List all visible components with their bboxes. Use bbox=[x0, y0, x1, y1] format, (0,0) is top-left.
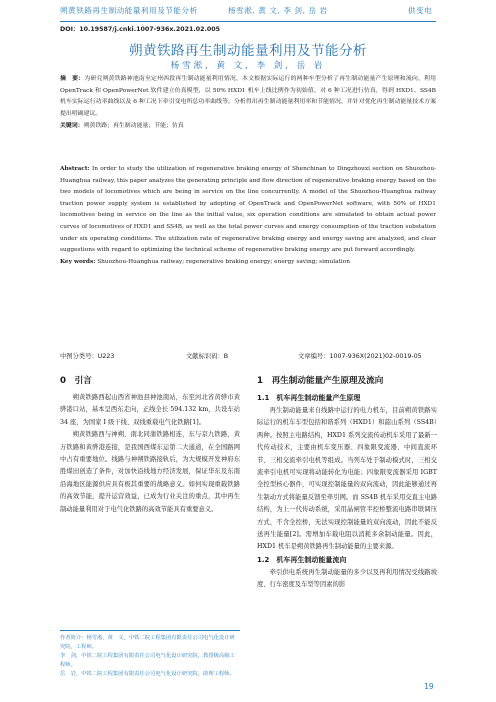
article-number: 文章编号：1007-936X(2021)02-0019-05 bbox=[298, 353, 422, 360]
chinese-abstract bbox=[60, 73, 436, 163]
header-authors: 杨雪淞, 黄 文, 李 剑, 岳 岩 bbox=[228, 6, 328, 15]
clc-number: 中图分类号：U223 bbox=[60, 353, 115, 360]
header-rule bbox=[60, 21, 436, 22]
keywords-en-label: Key words: bbox=[60, 258, 96, 265]
author-footnote bbox=[60, 630, 240, 679]
footnote-line: 李 剑，中铁二院工程集团有限责任公司电气化设计研究院，教授级高级工程师。 bbox=[60, 653, 235, 668]
english-abstract bbox=[60, 164, 436, 348]
abstract-text: 为研究朔黄铁路神池南至定州西段再生制动能量利用情况，本文根据实际运行的两种车型分析了再生制动能量产生原理和流向，利用 OpenTrack 和 OpenPowerNet 软件建立仿真模型，以 50% HXD1 机车上线比例作为初始值，对 6 种工况进行仿真，得到 HXD1、SS4B 机车实际运行功率曲线以及 6 种工况下牵引变电所总功率曲线等，分析得出再生制动能量利用率和节能情况，并针对优化再生制动能量技术方案提出明确建议。 bbox=[60, 76, 437, 117]
keywords-label: 关键词： bbox=[60, 122, 84, 130]
intro-paragraph-1: 朔黄铁路西起山西省神池县神池南站，东至河北省黄骅市黄骅港口站，基本呈西东走向，正线全长 594.132 km，共设车站 34 座，为国家 I 级干线、双线重载电气化铁路[1]。 bbox=[60, 394, 240, 426]
section-1-2-paragraph: 牵引供电系统再生制动能量的多少以及再利用情况受线路坡度、行车密度及车型等因素的影 bbox=[257, 568, 437, 589]
page-number: 19 bbox=[424, 682, 434, 691]
document-code: 文献标识码：B bbox=[186, 353, 229, 360]
section-1-1-paragraph: 再生制动能量来自线路中运行的电力机车，目前朔黄铁路实际运行的机车车型包括和谐系列（HXD1）和韶山系列（SS4B）两种。按照主电路结构，HXD1 系列交流传动机车采用了最新一代传动技术，主要由机车变压器、四象限变流器、中间直流环节、三相交流牵引电机等组成。当列车处于制动模式时，三相交流牵引电机可实现将动能转化为电能；四象限变流器采用 IGBT 全控型核心器件，可实现控制能量的双向流动，因此能够通过再生制动方式将能量反馈至牵引网。而 SS4B 机车采用交直主电路结构，为上一代传动系统，采用晶闸管半控桥整流电路串联调压方式，不含全控桥，无法实现控制能量的双向流动，因此不能反送再生能量[2]。需增加车载电阻以消耗多余制动能量。因此，HXD1 机车是朔黄铁路再生制动能量的主要来源。 bbox=[257, 407, 437, 551]
abstract-en-label: Abstract: bbox=[60, 166, 90, 172]
abstract-label: 摘 要： bbox=[60, 75, 85, 82]
right-column bbox=[257, 374, 437, 592]
keywords-en-text: Shuozhou-Huanghua railway; regenerative braking energy; energy saving; simulation bbox=[97, 258, 350, 265]
footnote-line: 岳 岩，中铁二院工程集团有限责任公司电气化设计研究院，助理工程师。 bbox=[60, 671, 235, 677]
header-journal-title: 朔黄铁路再生制动能量利用及节能分析 bbox=[60, 6, 198, 15]
article-title: 朔黄铁路再生制动能量利用及节能分析 bbox=[129, 43, 367, 59]
running-header bbox=[0, 0, 496, 22]
classification-line bbox=[60, 351, 436, 360]
doi: DOI：10.19587/j.cnki.1007-936x.2021.02.005 bbox=[60, 26, 221, 33]
abstract-en-text: In order to study the utilization of regenerative braking energy of Shenchinan to Dingzhouxi section on Shuozhou-Huanghua railway, this paper analyzes the generating principle and flow direction of regenerative braking energy based on the two models of locomotives which are being in service on the line concurrently. A model of the Shuozhou-Huanghua railway traction power supply system is established by adopting of OpenTrack and OpenPowerNet software, with 50% of HXD1 locomotives being in service on the line as the initial value, six operation conditions are simulated to obtain actual power curves of locomotives of HXD1 and SS4B, as well as the total power curves and energy consumption of the traction substation under six operating conditions. The utilization rate of regenerative braking energy and energy saving are analyzed, and clear suggestions with regard to optimizing the technical scheme of regenerative braking energy are put forward accordingly. bbox=[60, 166, 437, 254]
section-1-2-heading: 1.2 机车再生制动能量流向 bbox=[257, 555, 347, 564]
header-section: 供变电 bbox=[408, 6, 433, 15]
footnote-line: 作者简介：杨雪淞，黄 文，中铁二院工程集团有限责任公司电气化设计研究院，工程师。 bbox=[60, 635, 235, 650]
article-authors: 杨雪淞, 黄 文, 李 剑, 岳 岩 bbox=[170, 61, 326, 71]
section-1-heading: 1 再生制动能量产生原理及流向 bbox=[257, 376, 384, 386]
intro-paragraph-2: 朔黄铁路西与神朔、南北同蒲铁路相连，东与京九铁路、黄万铁路和黄骅港连接，是我国西煤东运第二大通道，在全国路网中占有重要地位。线路与神朔铁路接轨后，为大规模开发神府东胜煤田创造了条件，对加快沿线地方经济发展，保证华东及东南沿海地区能源供应具有极其重要的战略意义。如何实现重载铁路的高效节能，提升运营效益，已成为行业关注的重点，其中再生制动能量利用对于电气化铁路的高效节能具有重要意义。 bbox=[60, 431, 240, 513]
left-column bbox=[60, 374, 240, 516]
keywords-text: 朔黄铁路；再生制动能量；节能；仿真 bbox=[83, 123, 184, 130]
section-1-1-heading: 1.1 机车再生制动能量产生原理 bbox=[257, 394, 361, 402]
intro-heading: 0 引言 bbox=[60, 376, 92, 386]
